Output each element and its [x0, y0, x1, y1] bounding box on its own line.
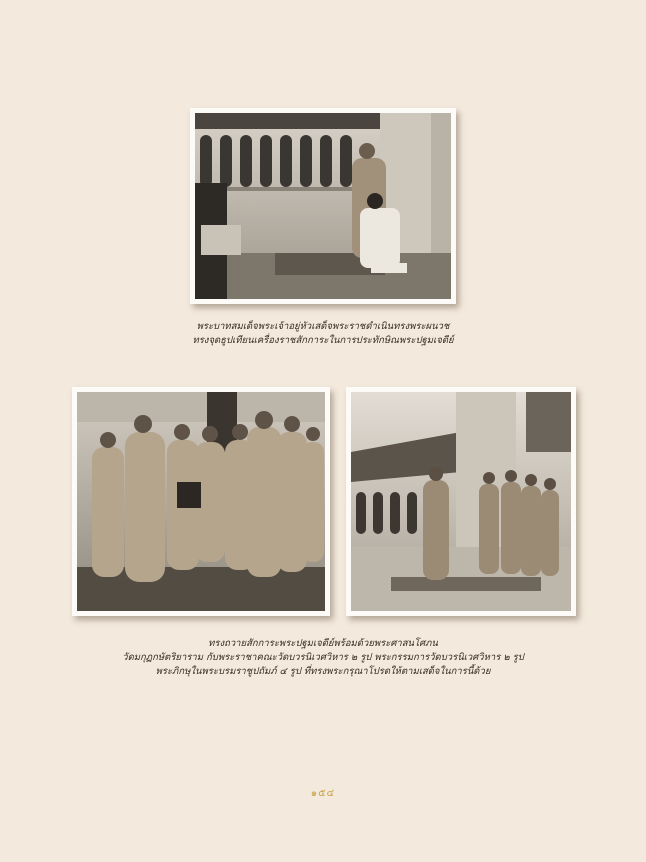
photo-procession-courtyard — [346, 387, 576, 616]
caption-top — [0, 320, 646, 348]
caption-bottom — [0, 637, 646, 679]
caption-bottom-line1: ทรงถวายสักการะพระปฐมเจดีย์พร้อมด้วยพระศาสนโศภน — [208, 638, 438, 649]
caption-top-line2: ทรงจุดธูปเทียนเครื่องราชสักการะในการประทักษิณพระปฐมเจดีย์ — [192, 335, 454, 346]
caption-top-line1: พระบาทสมเด็จพระเจ้าอยู่หัวเสด็จพระราชดำเนินทรงพระผนวช — [196, 321, 450, 332]
caption-bottom-line3: พระภิกษุในพระบรมราชูปถัมภ์ ๔ รูป ที่ทรงพระกรุณาโปรดให้ตามเสด็จในการนี้ด้วย — [155, 666, 491, 677]
photo-king-lighting-candles — [190, 108, 456, 304]
caption-bottom-line2: วัดมกุฏกษัตริยาราม กับพระราชาคณะวัดบวรนิเวศวิหาร ๒ รูป พระกรรมการวัดบวรนิเวศวิหาร ๒ รูป — [122, 652, 524, 663]
page-number: ๑๕๔ — [310, 788, 336, 799]
photo-monks-group — [72, 387, 330, 616]
